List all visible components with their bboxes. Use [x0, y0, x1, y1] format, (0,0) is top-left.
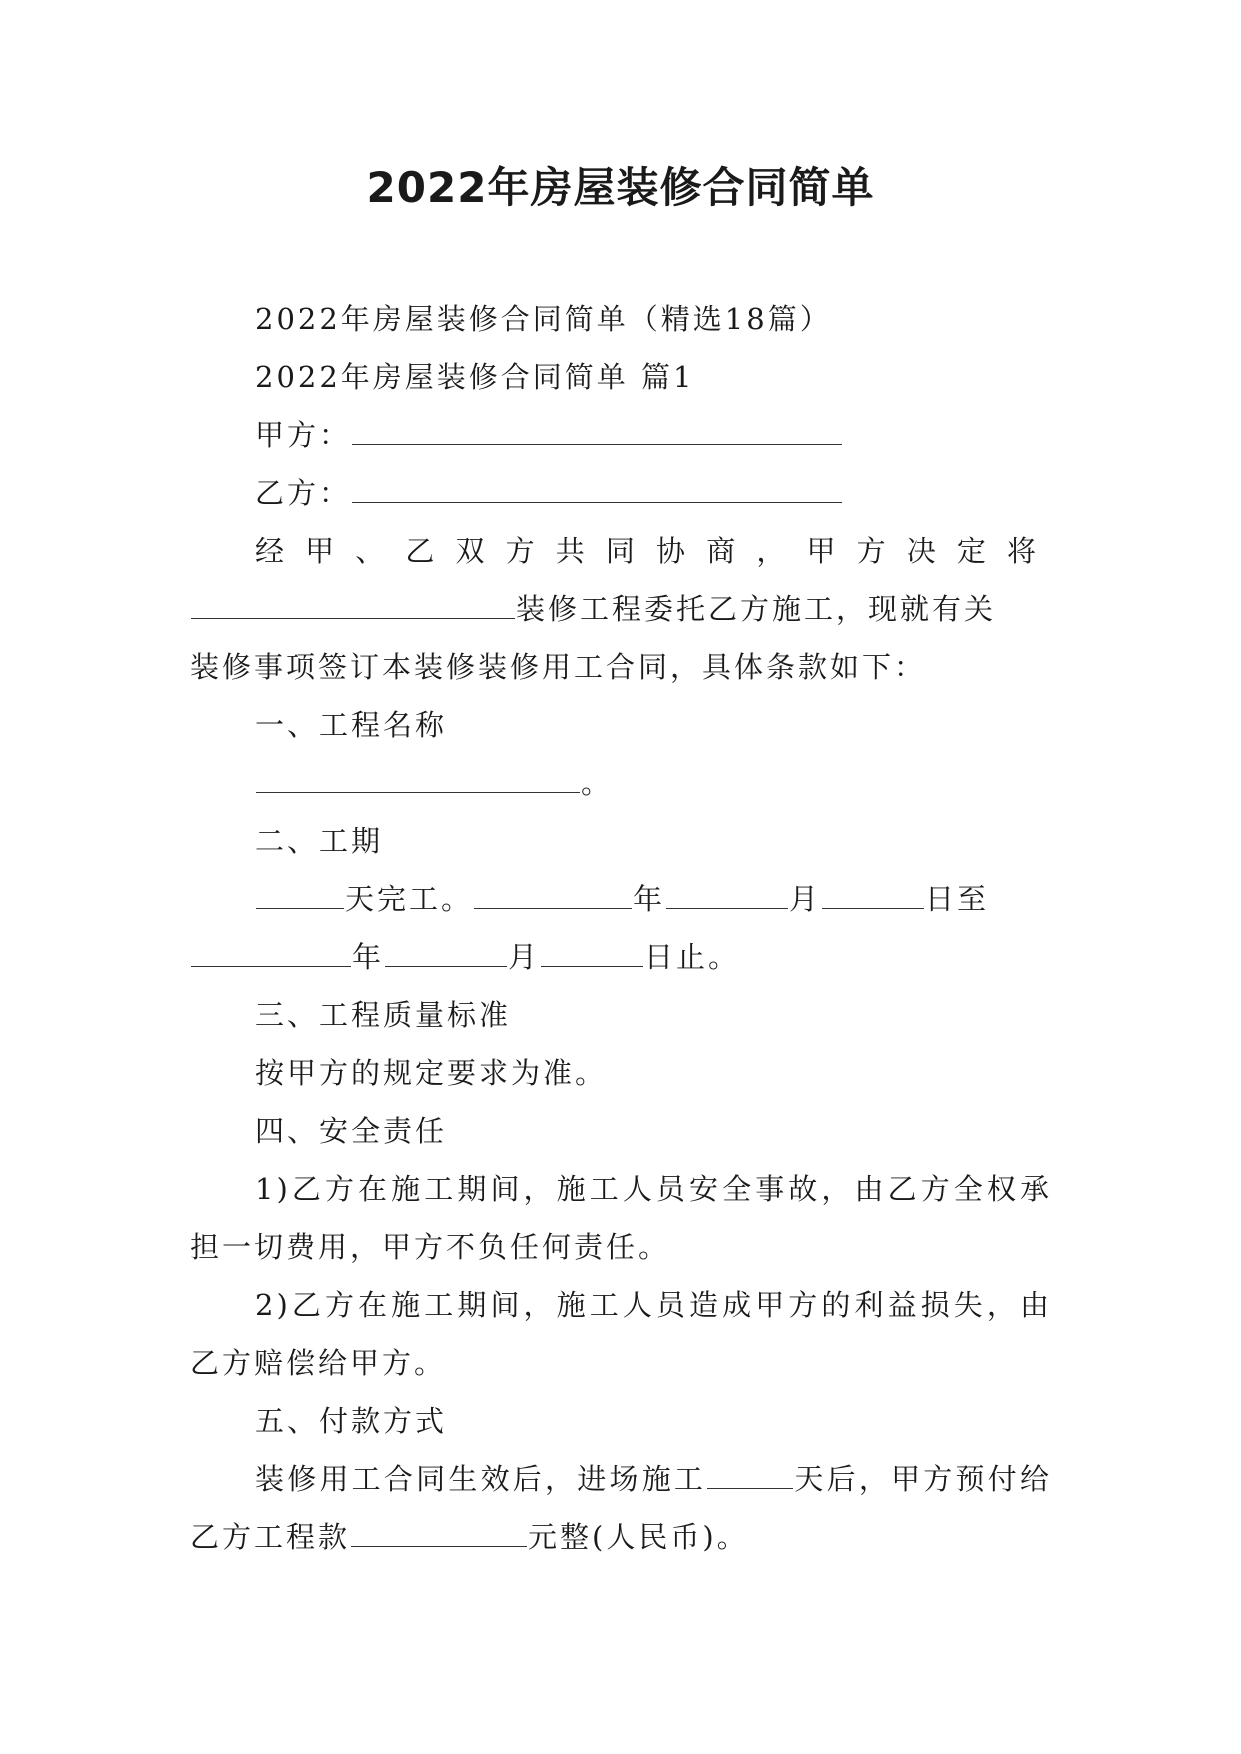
section-2-line2: [190, 928, 1052, 986]
year-label: 年: [633, 882, 666, 916]
section-1-body: [190, 754, 1052, 812]
month-label: 月: [789, 882, 822, 916]
party-b-blank: [352, 476, 842, 503]
start-year-blank: [474, 882, 632, 909]
section-2-title: 二、工期: [255, 824, 384, 858]
section-4-title: 四、安全责任: [255, 1114, 448, 1148]
section-3-body: 按甲方的规定要求为准。: [255, 1056, 608, 1090]
section-4-item-2: 2)乙方在施工期间，施工人员造成甲方的利益损失，由乙方赔偿给甲方。: [190, 1288, 1052, 1380]
intro-paragraph-line2: [190, 580, 1052, 638]
end-year-blank: [191, 940, 351, 967]
party-b-line: [190, 464, 1052, 522]
payment-text-a: 装修用工合同生效后，进场施工: [255, 1462, 707, 1496]
section-5-title: 五、付款方式: [255, 1404, 448, 1438]
section-1-end: 。: [581, 766, 614, 800]
party-a-blank: [352, 418, 842, 445]
section-3-title: 三、工程质量标准: [255, 998, 512, 1032]
days-blank: [256, 882, 344, 909]
intro-paragraph-line1: 经甲、乙双方共同协商，甲方决定将: [255, 534, 1052, 568]
section-heading: 2022年房屋装修合同简单 篇1: [255, 360, 695, 394]
party-a-line: [190, 406, 1052, 464]
section-2-line1: [190, 870, 1052, 928]
project-blank: [191, 592, 515, 619]
section-4-item-1: 1)乙方在施工期间，施工人员安全事故，由乙方全权承担一切费用，甲方不负任何责任。: [190, 1172, 1052, 1264]
document-title: 2022年房屋装修合同简单: [366, 163, 875, 212]
end-month-blank: [385, 940, 507, 967]
section-5-body: [190, 1450, 1052, 1566]
document-body: [190, 290, 1052, 1566]
project-name-blank: [256, 766, 580, 793]
payment-days-blank: [707, 1462, 793, 1489]
day-to-label: 日至: [925, 882, 990, 916]
subtitle-line: 2022年房屋装修合同简单（精选18篇）: [255, 302, 832, 336]
payment-text-c: 元整(人民币)。: [528, 1520, 749, 1554]
intro-paragraph-line3: 装修事项签订本装修装修用工合同，具体条款如下：: [190, 650, 927, 684]
days-text: 天完工。: [345, 882, 474, 916]
day-end-label: 日止。: [644, 940, 741, 974]
section-1-title: 一、工程名称: [255, 708, 448, 742]
year-label-2: 年: [352, 940, 385, 974]
payment-amount-blank: [351, 1520, 527, 1547]
payment-text-b: 天后，甲方预付给乙方工程款: [190, 1462, 1052, 1554]
party-a-label: 甲方：: [255, 418, 352, 452]
party-b-label: 乙方：: [255, 476, 352, 510]
start-month-blank: [666, 882, 788, 909]
intro-text-b: 装修工程委托乙方施工，现就有关: [516, 592, 997, 626]
month-label-2: 月: [508, 940, 541, 974]
start-day-blank: [822, 882, 924, 909]
end-day-blank: [541, 940, 643, 967]
